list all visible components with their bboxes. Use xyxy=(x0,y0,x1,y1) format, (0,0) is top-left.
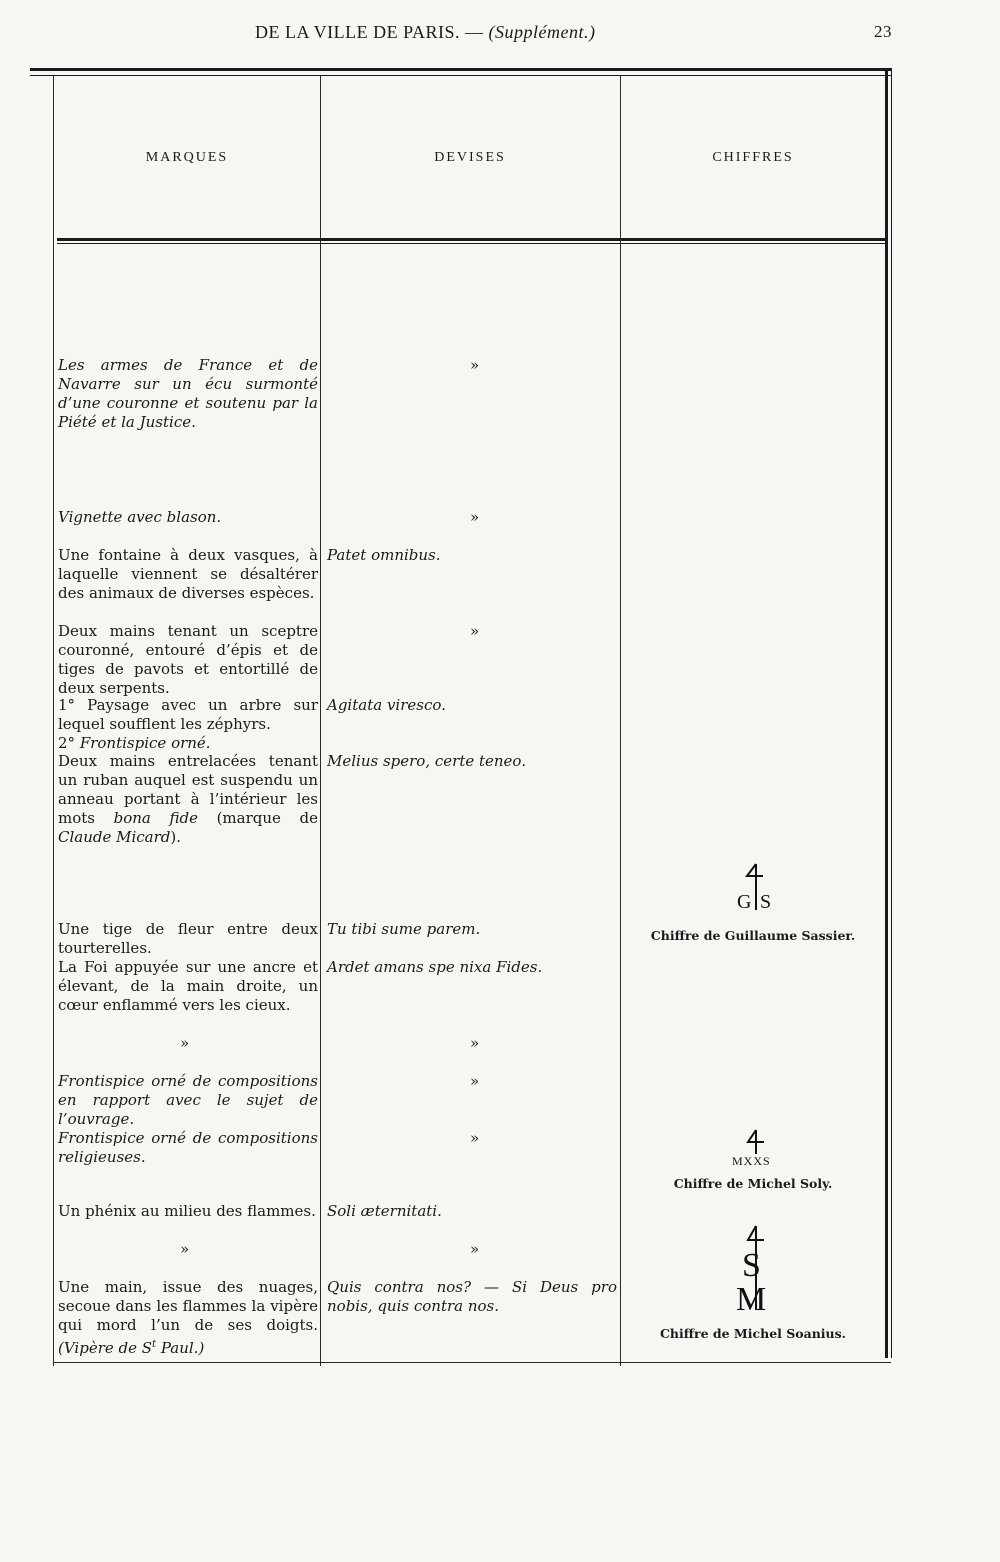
marque-cell xyxy=(58,752,318,847)
marque-text-italic: bona fide xyxy=(113,809,198,827)
devise-cell: » xyxy=(470,508,480,526)
table-right-rule xyxy=(885,68,888,1358)
cipher-letter: S xyxy=(760,891,772,912)
cipher-letter: M xyxy=(736,1281,767,1314)
marque-text-italic: Paul.) xyxy=(160,1339,205,1357)
marque-cell: Vignette avec blason. xyxy=(58,508,222,526)
header-rule xyxy=(57,238,885,241)
cipher-caption-sassier: Chiffre de Guillaume Sassier. xyxy=(650,928,856,943)
marque-cell: » xyxy=(180,1034,190,1052)
cipher-letter: MXXS xyxy=(732,1154,771,1168)
table-top-rule xyxy=(30,68,892,71)
devise-cell: » xyxy=(470,1034,480,1052)
devise-cell: » xyxy=(470,1129,480,1147)
marque-cell: Un phénix au milieu des flammes. xyxy=(58,1202,316,1220)
column-rule-devises-chiffres xyxy=(620,76,621,1366)
cipher-caption-soanius: Chiffre de Michel Soanius. xyxy=(659,1326,847,1341)
devise-cell: » xyxy=(470,1072,480,1090)
devise-cell: Melius spero, certe teneo. xyxy=(327,752,526,770)
header-rule-thin xyxy=(57,243,885,244)
devise-cell: » xyxy=(470,1240,480,1258)
page-title xyxy=(255,22,595,43)
marque-cell: Frontispice orné de compositions religieuses. xyxy=(58,1129,318,1166)
cipher-letter: S xyxy=(742,1247,761,1284)
marque-text: Deux mains entrelacées tenant un ruban auquel est suspendu un anneau portant à l’intérieur les mots xyxy=(58,752,318,827)
cipher-caption-soly: Chiffre de Michel Soly. xyxy=(673,1176,833,1191)
table-right-rule-thin xyxy=(891,68,892,1358)
devise-cell: » xyxy=(470,356,480,374)
marque-cell: Deux mains tenant un sceptre couronné, entouré d’épis et de tiges de pavots et entortillé de deux serpents. xyxy=(58,622,318,697)
marque-cell: Une tige de fleur entre deux tourterelles. xyxy=(58,920,318,957)
supplement-label: (Supplément.) xyxy=(488,22,596,42)
cipher-soanius-monogram xyxy=(726,1224,786,1314)
devise-cell: Tu tibi sume parem. xyxy=(327,920,481,938)
marque-cell: Frontispice orné de compositions en rapport avec le sujet de l’ouvrage. xyxy=(58,1072,318,1128)
marque-cell: Les armes de France et de Navarre sur un écu surmonté d’une couronne et soutenu par la Piété et la Justice. xyxy=(58,356,318,431)
marque-text-italic: Frontispice orné. xyxy=(79,734,211,752)
devise-cell: Quis contra nos? — Si Deus pro nobis, quis contra nos. xyxy=(327,1278,617,1315)
marque-cell: » xyxy=(180,1240,190,1258)
devise-cell: Ardet amans spe nixa Fides. xyxy=(327,958,543,976)
column-rule-left xyxy=(53,76,54,1366)
marque-cell: La Foi appuyée sur une ancre et élevant, de la main droite, un cœur enflammé vers les cieux. xyxy=(58,958,318,1014)
cipher-soly-monogram xyxy=(726,1128,786,1168)
column-rule-marques-devises xyxy=(320,76,321,1366)
running-head xyxy=(0,18,1000,48)
column-header-marques: MARQUES xyxy=(145,150,229,165)
page-number: 23 xyxy=(874,22,892,41)
marque-text-italic: Claude Micard xyxy=(58,828,171,846)
title-text: DE LA VILLE DE PARIS. — xyxy=(255,22,484,42)
devise-cell: Soli æternitati. xyxy=(327,1202,442,1220)
cipher-letter: G xyxy=(737,891,752,912)
marque-text: ). xyxy=(170,828,182,846)
marque-number: 2° xyxy=(58,734,76,752)
devise-cell: Patet omnibus. xyxy=(327,546,441,564)
devise-cell: » xyxy=(470,622,480,640)
table-bottom-rule xyxy=(53,1362,891,1363)
marque-cell xyxy=(58,1278,318,1358)
marque-text-italic: (Vipère de S xyxy=(58,1339,153,1357)
cipher-sassier-monogram xyxy=(733,862,779,912)
table-top-rule-thin xyxy=(30,75,892,76)
marque-text: (marque de xyxy=(216,809,318,827)
marque-cell xyxy=(58,696,318,753)
marque-text: Une main, issue des nuages, secoue dans les flammes la vipère qui mord l’un de ses doigts. xyxy=(58,1278,318,1334)
marque-superscript: t xyxy=(152,1339,157,1350)
column-header-chiffres: CHIFFRES xyxy=(712,150,794,165)
marque-cell: Une fontaine à deux vasques, à laquelle viennent se désaltérer des animaux de diverses espèces. xyxy=(58,546,318,602)
marque-text: 1° Paysage avec un arbre sur lequel soufflent les zéphyrs. xyxy=(58,696,318,733)
column-header-devises: DEVISES xyxy=(434,150,506,165)
devise-cell: Agitata viresco. xyxy=(327,696,446,714)
